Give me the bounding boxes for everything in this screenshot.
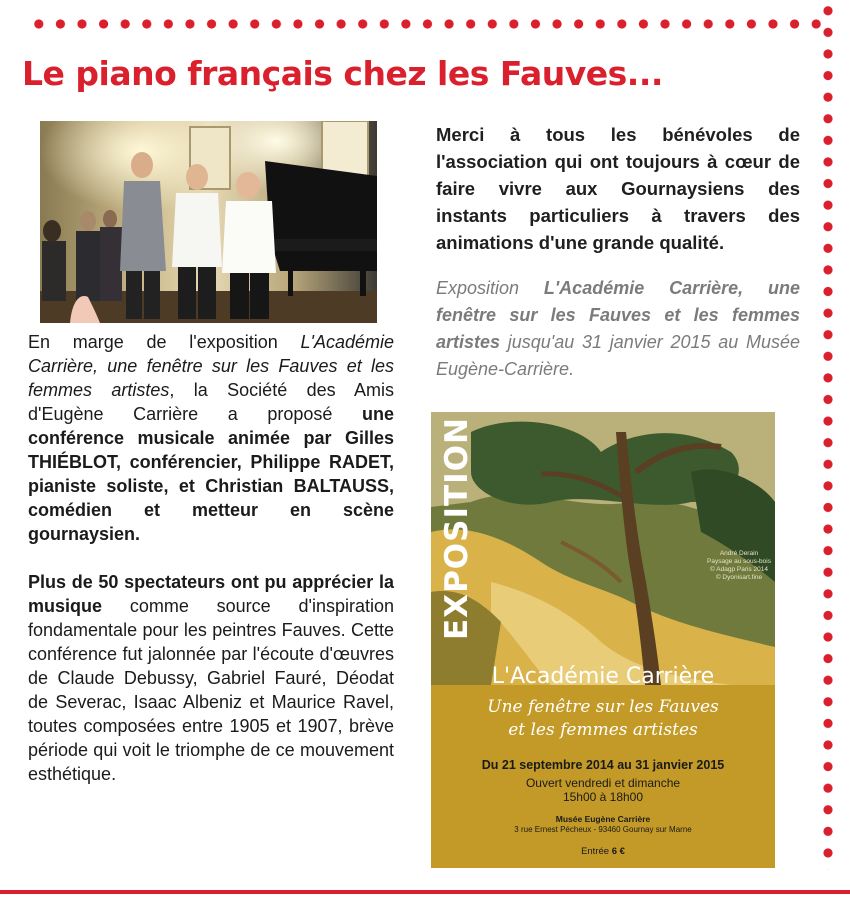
bottom-rule: [0, 890, 850, 894]
exhibition-title-bold: L'Académie Carrière, une fenêtre sur les Fauves et les femmes artistes: [436, 278, 800, 352]
poster-exhibition-name: L'Académie Carrière: [491, 664, 715, 689]
subtitle-line: et les femmes artistes: [508, 720, 698, 740]
paragraph-conference: [28, 330, 394, 546]
hours: 15h00 à 18h00: [562, 790, 644, 804]
page-title: Le piano français chez les Fauves...: [22, 54, 663, 93]
article-body-left: [28, 330, 394, 786]
poster-dates: Du 21 septembre 2014 au 31 janvier 2015: [481, 758, 725, 772]
exhibition-paragraph: [436, 275, 800, 383]
concert-photo: [40, 121, 377, 323]
poster-entry-price: [431, 846, 775, 857]
entry-price: 6 €: [611, 846, 625, 857]
text-span: comme source d'inspiration fondamentale pour les peintres Fauves. Cette conférence fut jalonnée par l'écoute d'œuvres de Claude Debussy, Gabriel Fauré, Déodat de Severac, Isaac Albeniz et Maurice Ravel, toutes composées entre 1905 et 1907, brève période qui voit le triomphe de ce mouvement esthétique.: [28, 596, 394, 784]
open-days: Ouvert vendredi et dimanche: [525, 776, 681, 790]
caption-line: © Adagp Paris 2014: [710, 566, 768, 573]
poster-subtitle: [431, 696, 775, 742]
text-span: , la Société des Amis d'Eugène Carrière a proposé: [28, 380, 394, 424]
text-span: jusqu'au 31 janvier 2015 au Musée Eugène-Carrière.: [436, 332, 800, 379]
paragraph-audience: [28, 570, 394, 786]
performers-bold: une conférence musicale animée par Gilles THIÉBLOT, conférencier, Philippe RADET, pianiste soliste, et Christian BALTAUSS, comédien et metteur en scène gournaysien.: [28, 404, 394, 544]
dotted-border-top: [28, 18, 828, 30]
museum-name: Musée Eugène Carrière: [555, 814, 651, 824]
text-span: Exposition: [436, 278, 544, 298]
poster-museum-address: [431, 814, 775, 835]
exhibition-title-italic: L'Académie Carrière, une fenêtre sur les Fauves et les femmes artistes: [28, 332, 394, 400]
text-span: En marge de l'exposition: [28, 332, 301, 352]
poster-painting: [431, 412, 775, 685]
caption-line: © Dyonisart.fine: [715, 574, 763, 581]
subtitle-line: Une fenêtre sur les Fauves: [487, 697, 719, 717]
museum-address: 3 rue Ernest Pécheux - 93460 Gournay sur Marne: [514, 825, 692, 834]
exhibition-poster: [431, 412, 775, 868]
entry-label: Entrée: [581, 846, 612, 857]
caption-line: Paysage au sous-bois: [707, 558, 771, 565]
caption-line: André Derain: [719, 550, 759, 557]
dotted-border-right: [822, 0, 834, 870]
audience-bold: Plus de 50 spectateurs ont pu apprécier la musique: [28, 572, 394, 616]
poster-vertical-label: EXPOSITION: [439, 417, 475, 640]
thanks-paragraph: Merci à tous les bénévoles de l'association qui ont toujours à cœur de faire vivre aux Gournaysiens des instants particuliers à travers des animations d'une grande qualité.: [436, 124, 800, 253]
painting-caption: [707, 550, 771, 582]
poster-opening-hours: [431, 776, 775, 804]
